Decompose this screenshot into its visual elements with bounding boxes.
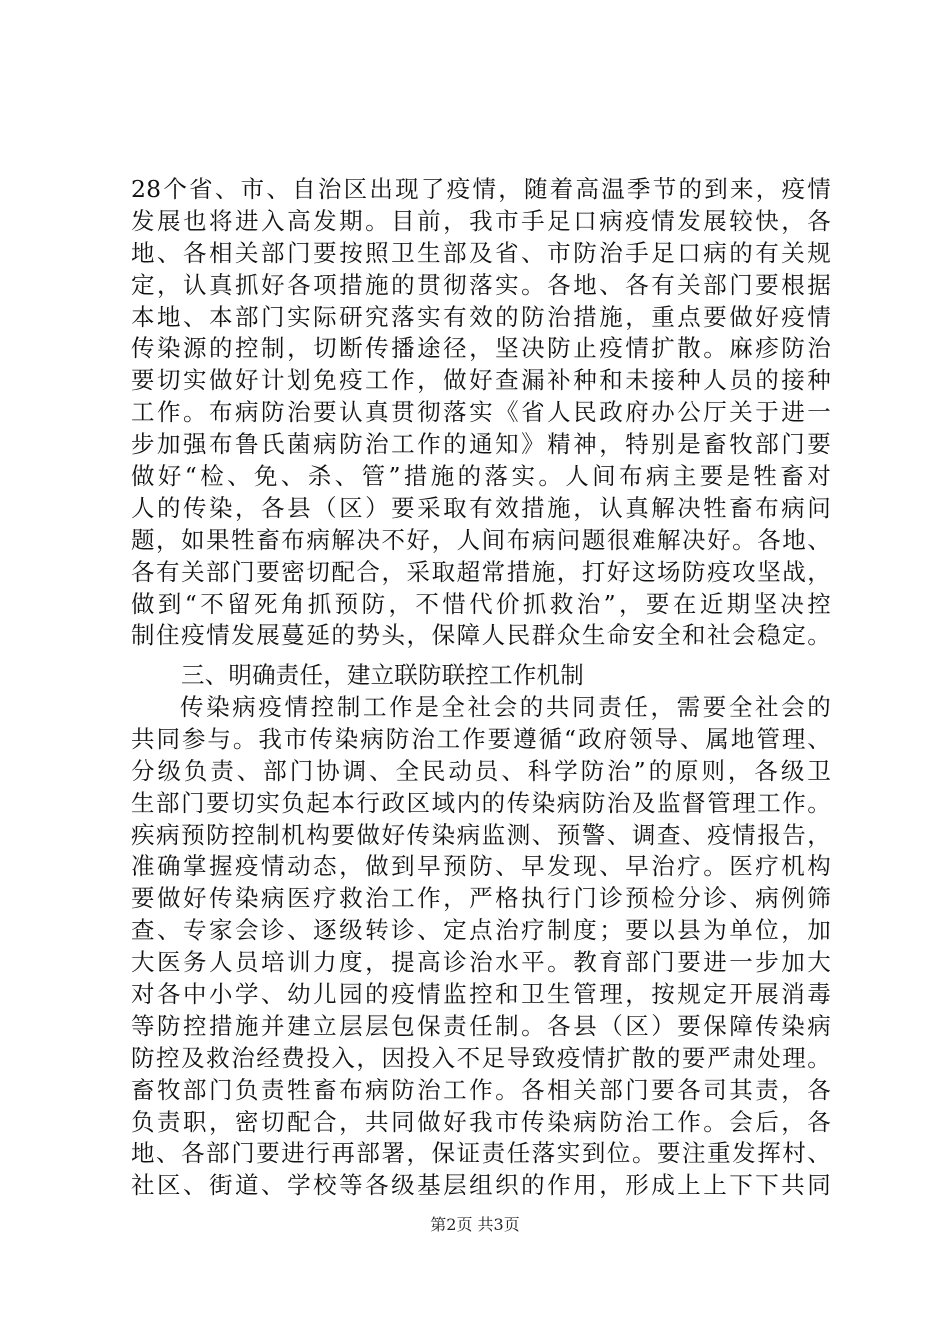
paragraph-1-line: 步加强布鲁氏菌病防治工作的通知》精神，特别是畜牧部门要 [131, 430, 831, 459]
paragraph-1-line: 要切实做好计划免疫工作，做好查漏补种和未接种人员的接种 [131, 366, 831, 395]
section-3-line: 防控及救治经费投入，因投入不足导致疫情扩散的要严肃处理。 [131, 1043, 831, 1072]
paragraph-1-line: 制住疫情发展蔓延的势头，保障人民群众生命安全和社会稳定。 [131, 621, 831, 650]
paragraph-1-line: 28个省、市、自治区出现了疫情，随着高温季节的到来，疫情 [131, 175, 831, 203]
paragraph-1-line: 做到“不留死角抓预防，不惜代价抓救治”，要在近期坚决控 [131, 589, 831, 618]
section-3-line: 准确掌握疫情动态，做到早预防、早发现、早治疗。医疗机构 [131, 852, 831, 881]
paragraph-1-line: 做好“检、免、杀、管”措施的落实。人间布病主要是牲畜对 [131, 462, 831, 491]
section-3-line: 共同参与。我市传染病防治工作要遵循“政府领导、属地管理、 [131, 724, 831, 753]
paragraph-1-line: 传染源的控制，切断传播途径，坚决防止疫情扩散。麻疹防治 [131, 334, 831, 363]
paragraph-1-line: 各有关部门要密切配合，采取超常措施，打好这场防疫攻坚战， [131, 557, 831, 586]
paragraph-1-line: 人的传染，各县（区）要采取有效措施，认真解决牲畜布病问 [131, 493, 831, 522]
section-3-line: 负责职，密切配合，共同做好我市传染病防治工作。会后，各 [131, 1107, 831, 1136]
paragraph-1-line: 地、各相关部门要按照卫生部及省、市防治手足口病的有关规 [131, 238, 831, 267]
section-3-line: 生部门要切实负起本行政区域内的传染病防治及监督管理工作。 [131, 788, 831, 817]
paragraph-1-line: 题，如果牲畜布病解决不好，人间布病问题很难解决好。各地、 [131, 525, 831, 554]
section-3-line: 地、各部门要进行再部署，保证责任落实到位。要注重发挥村、 [131, 1139, 831, 1168]
section-3-line: 传染病疫情控制工作是全社会的共同责任，需要全社会的 [180, 693, 831, 721]
section-3-line: 等防控措施并建立层层包保责任制。各县（区）要保障传染病 [131, 1011, 831, 1040]
section-heading: 三、明确责任，建立联防联控工作机制 [181, 661, 584, 689]
section-3-body [131, 692, 831, 1202]
paragraph-1-line: 定，认真抓好各项措施的贯彻落实。各地、各有关部门要根据 [131, 270, 831, 299]
page-number-footer: 第2页 共3页 [430, 1215, 520, 1234]
paragraph-1-line: 本地、本部门实际研究落实有效的防治措施，重点要做好疫情 [131, 302, 831, 331]
paragraph-1-line: 发展也将进入高发期。目前，我市手足口病疫情发展较快，各 [131, 206, 831, 235]
section-3-line: 查、专家会诊、逐级转诊、定点治疗制度；要以县为单位，加 [131, 916, 831, 945]
paragraph-1 [131, 174, 831, 652]
section-3-line: 要做好传染病医疗救治工作，严格执行门诊预检分诊、病例筛 [131, 884, 831, 913]
section-3-line: 对各中小学、幼儿园的疫情监控和卫生管理，按规定开展消毒 [131, 980, 831, 1009]
section-3-line: 大医务人员培训力度，提高诊治水平。教育部门要进一步加大 [131, 948, 831, 977]
section-3-line: 社区、街道、学校等各级基层组织的作用，形成上上下下共同 [131, 1171, 831, 1200]
paragraph-1-line: 工作。布病防治要认真贯彻落实《省人民政府办公厅关于进一 [131, 398, 831, 427]
section-3-line: 疾病预防控制机构要做好传染病监测、预警、调查、疫情报告， [131, 820, 831, 849]
section-3-line: 畜牧部门负责牲畜布病防治工作。各相关部门要各司其责，各 [131, 1075, 831, 1104]
section-3-line: 分级负责、部门协调、全民动员、科学防治”的原则，各级卫 [131, 756, 831, 785]
